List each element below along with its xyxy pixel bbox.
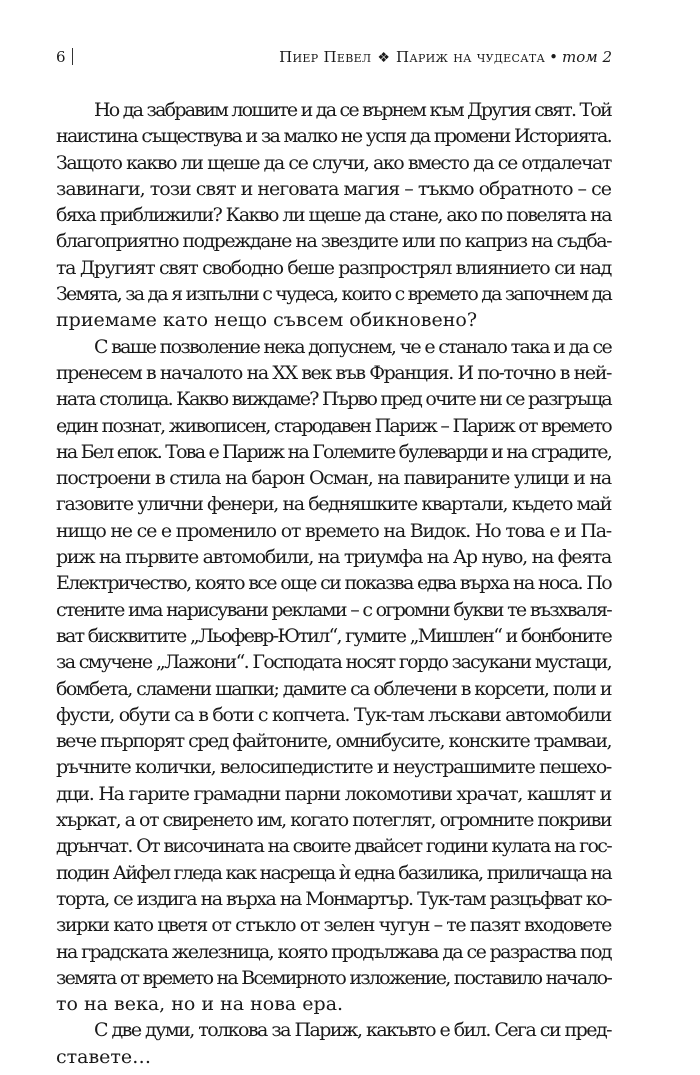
text-line: благоприятно подреждане на звездите или по каприз на съдба-: [56, 230, 611, 253]
text-line: земята от времето на Всемирното изложение, поставило начало-: [56, 966, 612, 989]
text-line: хъркат, а от свиренето им, когато потеглят, огромните покриви: [56, 809, 611, 832]
text-line: фусти, обути са в боти с копчета. Тук-там лъскави автомобили: [56, 703, 611, 726]
text-line: на Бел епок. Това е Париж на Големите булеварди и на сградите,: [56, 440, 611, 463]
text-line: дци. На гарите грамадни парни локомотиви храчат, кашлят и: [56, 782, 611, 805]
text-line: построени в стила на барон Осман, на павираните улици и на: [56, 467, 611, 490]
text-line: пренесем в началото на XX век във Франция. И по-точно в ней-: [56, 361, 611, 384]
text-line: бомбета, сламени шапки; дамите са облечени в корсети, поли и: [56, 677, 611, 700]
text-line: ставете…: [56, 1045, 152, 1068]
text-line: С две думи, толкова за Париж, какъвто е бил. Сега си пред-: [94, 1019, 611, 1042]
paragraph: [56, 97, 611, 334]
text-line: ръчните колички, велосипедистите и неустрашимите пешехо-: [56, 756, 611, 779]
text-line: нищо не се е променило от времето на Видок. Но това е и Па-: [56, 519, 611, 542]
text-line: приемаме като нещо съвсем обикновено?: [56, 309, 478, 332]
page-number: 6: [56, 44, 73, 70]
text-line: торта, се издига на върха на Монмартър. Тук-там разцъфват ко-: [56, 887, 611, 910]
text-line: наистина съществува и за малко не успя да промени Историята.: [56, 125, 611, 148]
paragraph: [56, 334, 611, 1018]
text-line: Защото какво ли щеше да се случи, ако вместо да се отдалечат: [56, 151, 611, 174]
body-text: [56, 97, 611, 1070]
text-line: зирки като цветя от стъкло от зелен чугун – те пазят входовете: [56, 914, 611, 937]
bullet-separator: •: [549, 48, 558, 66]
text-line: стените има нарисувани реклами – с огромни букви те възхваля-: [56, 598, 611, 621]
text-line: завинаги, този свят и неговата магия – тъкмо обратното – се: [56, 177, 611, 200]
text-line: С ваше позволение нека допуснем, че е станало така и да се: [94, 335, 611, 358]
text-line: риж на първите автомобили, на триумфа на Ар нуво, на феята: [56, 546, 611, 569]
running-header: [56, 44, 612, 70]
running-title: [279, 44, 612, 71]
book-title: Париж на чудесата: [395, 48, 546, 66]
text-line: подин Айфел гледа как насреща ѝ една базилика, приличаща на: [56, 861, 611, 884]
text-line: газовите улични фенери, на бедняшките квартали, където май: [56, 493, 611, 516]
text-line: Електричество, която все още си показва едва върха на носа. По: [56, 572, 611, 595]
volume-label: том 2: [561, 48, 612, 66]
text-line: ват бисквитите „Льофевр-Ютил“, гумите „Мишлен“ и бонбоните: [56, 624, 611, 647]
ornament-icon: ❖: [377, 50, 390, 66]
text-line: на градската железница, която продължава да се разраства под: [56, 940, 611, 963]
text-line: вече пърпорят сред файтоните, омнибусите, конските трамваи,: [56, 730, 611, 753]
text-line: то на века, но и на нова ера.: [56, 993, 344, 1016]
paragraph: [56, 1017, 611, 1070]
text-line: един познат, живописен, стародавен Париж – Париж от времето: [56, 414, 611, 437]
text-line: Но да забравим лошите и да се върнем към Другия свят. Той: [94, 99, 611, 121]
text-line: бяха приближили? Какво ли щеше да стане, ако по повелята на: [56, 204, 611, 227]
header-divider: [72, 48, 73, 65]
text-line: дрънчат. От височината на своите двайсет години кулата на гос-: [56, 835, 611, 858]
author-name: Пиер Певел: [279, 48, 372, 66]
text-line: ната столица. Какво виждаме? Първо пред очите ни се разгръща: [56, 388, 611, 411]
text-line: за смучене „Лажони“. Господата носят гордо засукани мустаци,: [56, 651, 611, 674]
text-line: Земята, за да я изпълни с чудеса, които с времето да започнем да: [56, 283, 611, 306]
text-line: та Другият свят свободно беше разпрострял влиянието си над: [56, 256, 611, 279]
